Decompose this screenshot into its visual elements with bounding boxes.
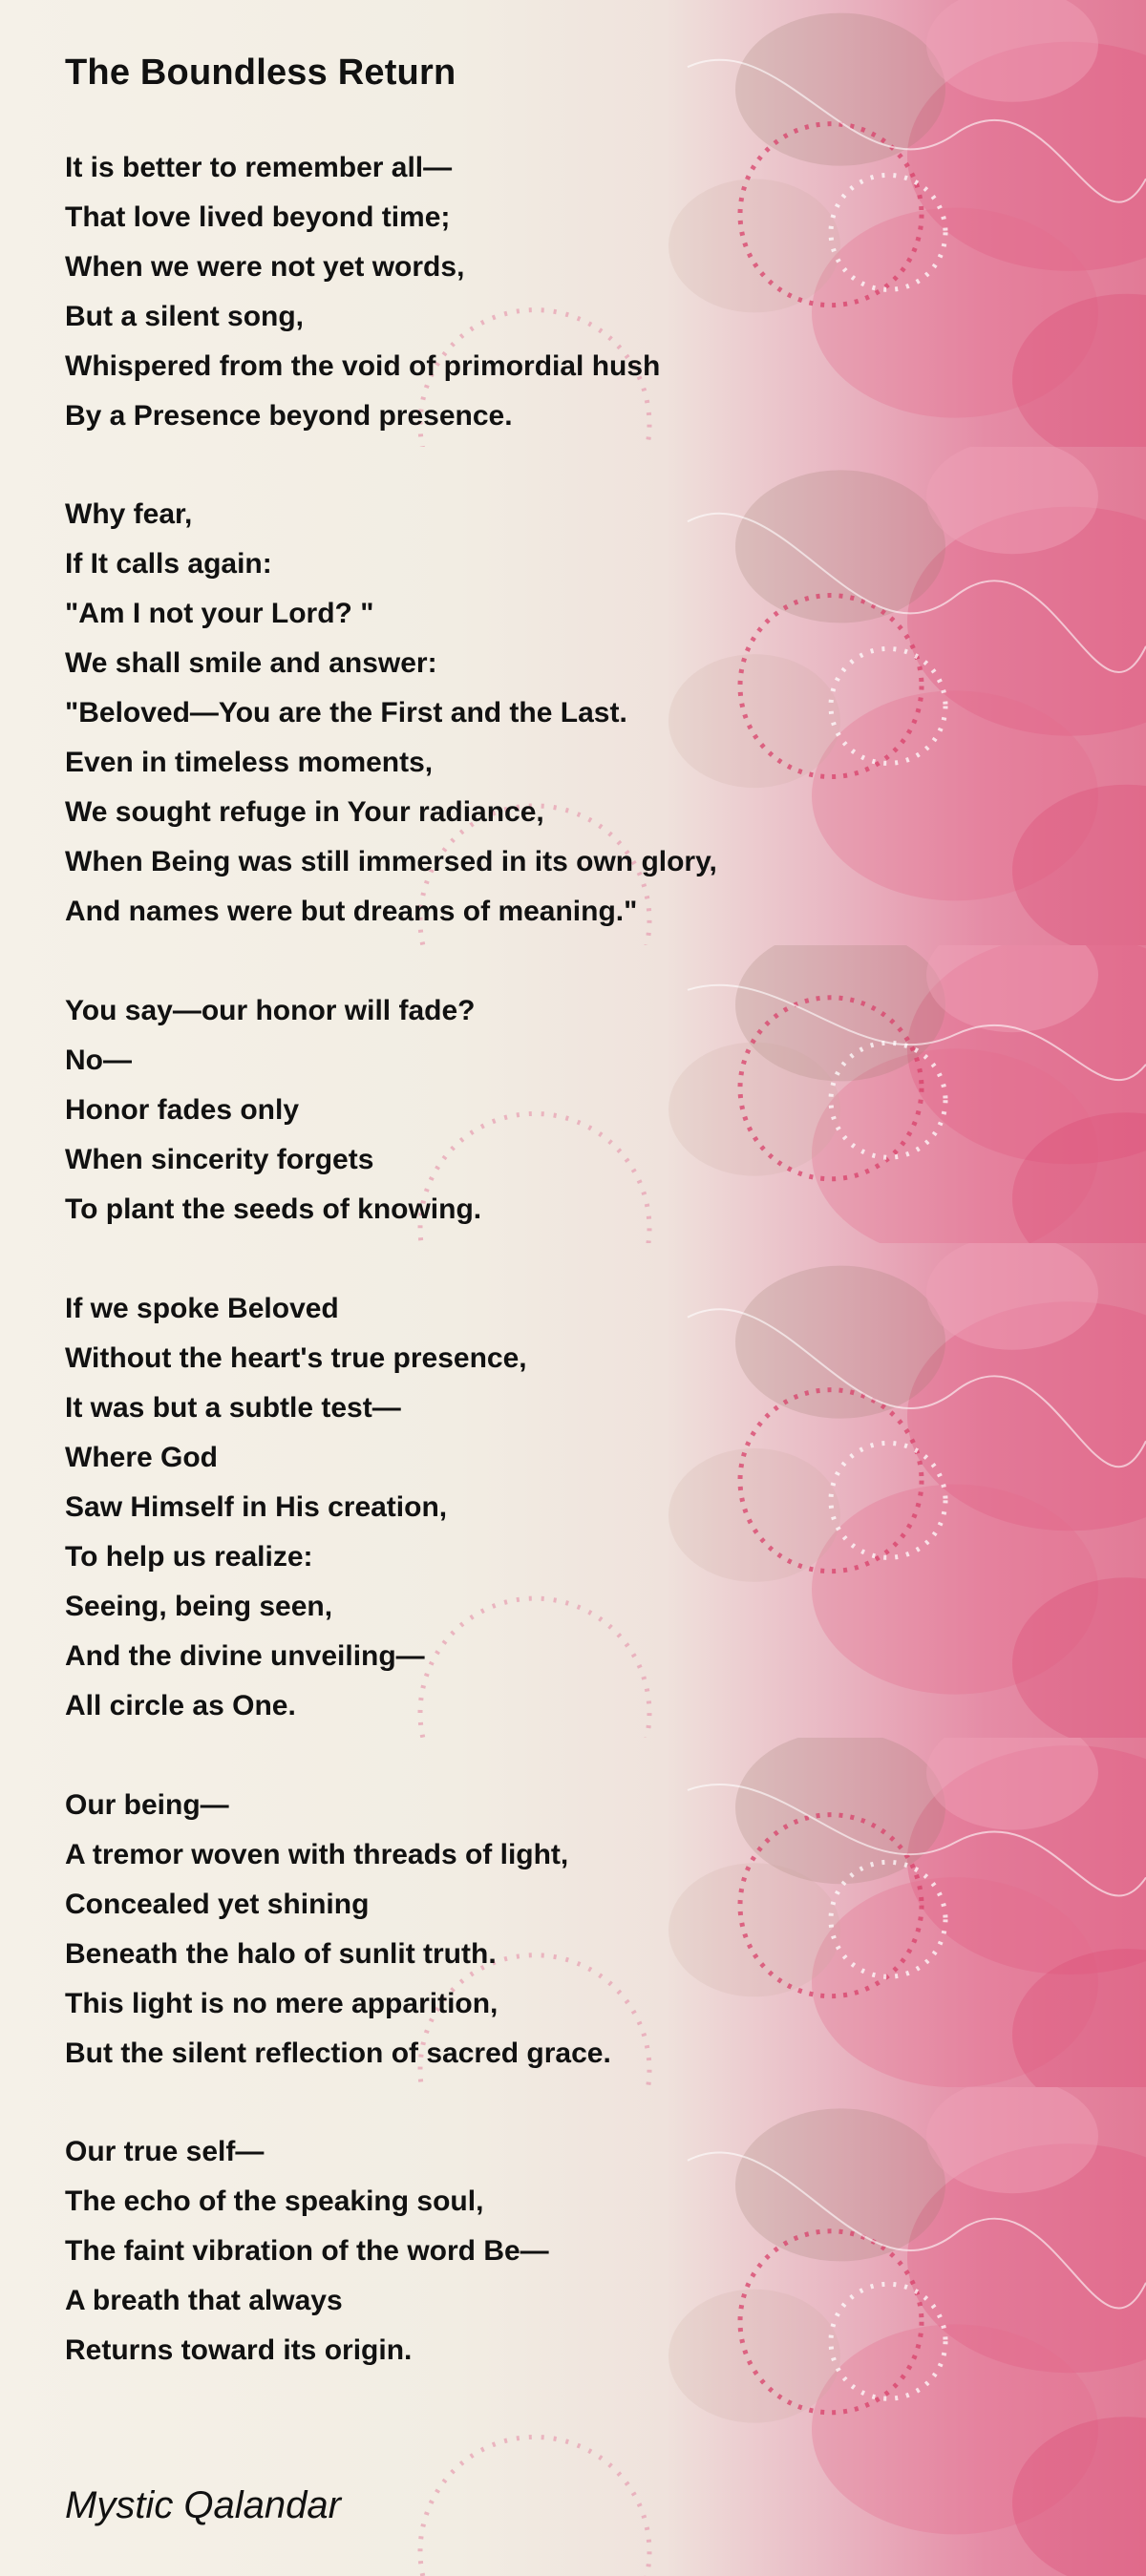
stanza	[65, 143, 1001, 441]
stanza	[65, 2127, 1001, 2375]
poem-line: By a Presence beyond presence.	[65, 400, 513, 432]
poem-line: All circle as One.	[65, 1690, 296, 1721]
stanza	[65, 1781, 1001, 2079]
poem-line: It was but a subtle test—	[65, 1392, 401, 1424]
poem-line: That love lived beyond time;	[65, 201, 451, 233]
poem-line: If It calls again:	[65, 548, 272, 580]
poem-line: And names were but dreams of meaning."	[65, 896, 638, 927]
stanza	[65, 1284, 1001, 1731]
poem-line: It is better to remember all—	[65, 152, 453, 183]
poem-line: To plant the seeds of knowing.	[65, 1193, 482, 1225]
poem-line: Our true self—	[65, 2136, 265, 2167]
poem-line: The faint vibration of the word Be—	[65, 2235, 549, 2267]
poem-line: Even in timeless moments,	[65, 747, 434, 778]
poem-line: When Being was still immersed in its own glory,	[65, 846, 717, 877]
poem-line: Returns toward its origin.	[65, 2334, 413, 2366]
poem-line: Saw Himself in His creation,	[65, 1491, 448, 1523]
poem-line: Without the heart's true presence,	[65, 1342, 527, 1374]
poem-line: This light is no mere apparition,	[65, 1988, 499, 2019]
poem-line: Honor fades only	[65, 1094, 300, 1126]
poem-line: "Am I not your Lord? "	[65, 598, 374, 629]
stanza	[65, 490, 1001, 937]
poem-line: We sought refuge in Your radiance,	[65, 796, 544, 828]
poem-line: When sincerity forgets	[65, 1144, 374, 1175]
poem-line: Where God	[65, 1442, 219, 1473]
poem-line: You say—our honor will fade?	[65, 995, 476, 1026]
poem-line: No—	[65, 1045, 132, 1076]
poem-line: We shall smile and answer:	[65, 647, 437, 679]
poem-line: But a silent song,	[65, 301, 305, 332]
poem-line: Seeing, being seen,	[65, 1591, 333, 1622]
poem-line: To help us realize:	[65, 1541, 313, 1573]
poem-author: Mystic Qalandar	[65, 2484, 341, 2526]
poem-line: The echo of the speaking soul,	[65, 2185, 484, 2217]
poem-line: Why fear,	[65, 498, 193, 530]
poem-line: And the divine unveiling—	[65, 1640, 425, 1672]
stanza	[65, 986, 1001, 1235]
poem-line: Beneath the halo of sunlit truth.	[65, 1938, 497, 1970]
poem-line: A tremor woven with threads of light,	[65, 1839, 569, 1870]
poem-line: When we were not yet words,	[65, 251, 465, 283]
poem-line: But the silent reflection of sacred grace.	[65, 2038, 611, 2069]
poem-line: Concealed yet shining	[65, 1889, 370, 1920]
poem-line: Our being—	[65, 1789, 229, 1821]
poem-line: Whispered from the void of primordial hush	[65, 350, 661, 382]
poem-line: A breath that always	[65, 2285, 343, 2316]
poem-title: The Boundless Return	[65, 53, 456, 93]
poem-line: If we spoke Beloved	[65, 1293, 339, 1324]
poem-line: "Beloved—You are the First and the Last.	[65, 697, 627, 728]
